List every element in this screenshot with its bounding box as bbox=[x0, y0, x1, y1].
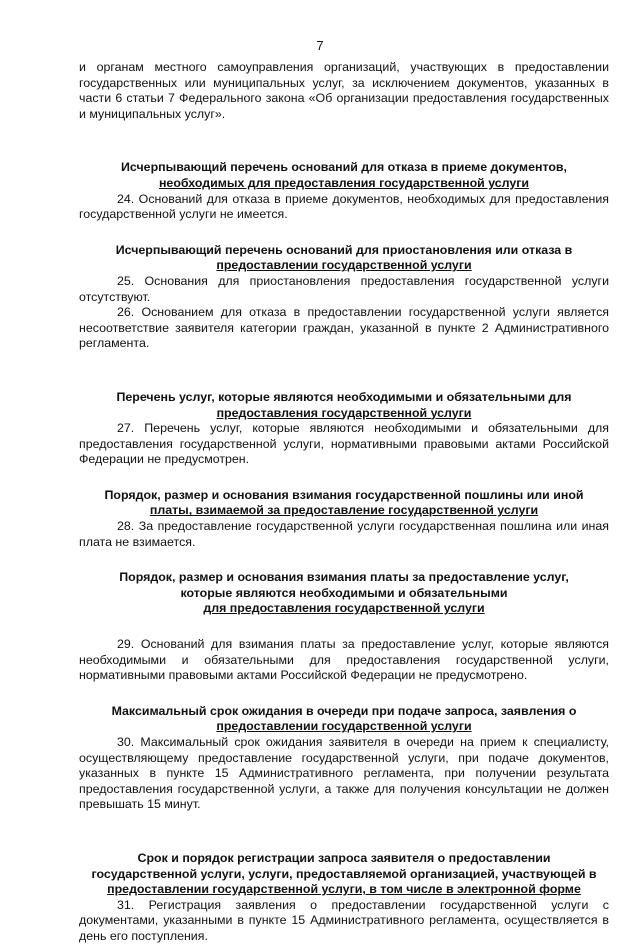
heading-line: предоставлении государственной услуги bbox=[216, 258, 472, 273]
paragraph-26: 26. Основанием для отказа в предоставлении государственной услуги является несоответствие заявителя категории граждан, указанной в пункте 2 Административного регламента. bbox=[79, 305, 609, 351]
paragraph-24: 24. Оснований для отказа в приеме документов, необходимых для предоставления государственной услуги не имеется. bbox=[79, 191, 609, 222]
section-heading-service-fee bbox=[79, 570, 609, 617]
section-heading-queue-time bbox=[79, 704, 609, 735]
paragraph-27: 27. Перечень услуг, которые являются необходимыми и обязательными для предоставления государственной услуги, нормативными правовыми актами Российской Федерации не предусмотрен. bbox=[79, 421, 609, 467]
heading-line: которые являются необходимыми и обязательными bbox=[180, 585, 508, 600]
heading-line: платы, взимаемой за предоставление государственной услуги bbox=[149, 503, 539, 518]
intro-paragraph: и органам местного самоуправления организаций, участвующих в предоставлении государственных или муниципальных услуг, за исключением документов, указанных в части 6 статьи 7 Федерального закона «Об организации предоставления государственных и муниципальных услуг». bbox=[79, 60, 609, 121]
paragraph-31: 31. Регистрация заявления о предоставлении государственной услуги с документами, указанными в пункте 15 Административного регламента, осуществляется в день его поступления. bbox=[79, 897, 609, 943]
heading-line: государственной услуги, услуги, предоставляемой организацией, участвующей в bbox=[91, 866, 597, 881]
heading-line: Исчерпывающий перечень оснований для отказа в приеме документов, bbox=[121, 160, 567, 175]
section-heading-refusal-documents bbox=[79, 160, 609, 191]
section-heading-necessary-services bbox=[79, 390, 609, 421]
heading-line: Перечень услуг, которые являются необходимыми и обязательными для bbox=[116, 389, 572, 404]
heading-line: для предоставления государственной услуги bbox=[203, 601, 485, 616]
heading-line: предоставлении государственной услуги bbox=[216, 719, 472, 734]
heading-line: Срок и порядок регистрации запроса заявителя о предоставлении bbox=[137, 850, 551, 865]
paragraph-29: 29. Оснований для взимания платы за предоставление услуг, которые являются необходимыми и обязательными для предоставления государственной услуги, нормативными правовыми актами Российской Федерации не предусмотрено. bbox=[79, 637, 609, 683]
section-heading-suspension-refusal bbox=[79, 243, 609, 274]
paragraph-25: 25. Основания для приостановления предоставления государственной услуги отсутствуют. bbox=[79, 273, 609, 304]
heading-line: предоставления государственной услуги bbox=[216, 405, 472, 420]
heading-line: Исчерпывающий перечень оснований для приостановления или отказа в bbox=[115, 242, 573, 257]
heading-line: Порядок, размер и основания взимания государственной пошлины или иной bbox=[104, 487, 584, 502]
heading-line: необходимых для предоставления государственной услуги bbox=[158, 175, 530, 190]
heading-line: предоставлении государственной услуги, в том числе в электронной форме bbox=[107, 882, 581, 897]
heading-line: Порядок, размер и основания взимания платы за предоставление услуг, bbox=[119, 570, 569, 585]
document-body bbox=[79, 60, 609, 945]
heading-line: Максимальный срок ожидания в очереди при подаче запроса, заявления о bbox=[111, 703, 577, 718]
paragraph-28: 28. За предоставление государственной услуги государственная пошлина или иная плата не взимается. bbox=[79, 519, 609, 549]
section-heading-state-fee bbox=[79, 488, 609, 519]
section-heading-registration bbox=[79, 851, 609, 898]
paragraph-30: 30. Максимальный срок ожидания заявителя в очереди на прием к специалисту, осуществляющему предоставление государственной услуги, при подаче документов, указанных в пункте 15 Административного регламента, при получении результата предоставления государственной услуги, а также для получения консультации не должен превышать 15 минут. bbox=[79, 735, 609, 812]
page-number: 7 bbox=[316, 38, 324, 53]
